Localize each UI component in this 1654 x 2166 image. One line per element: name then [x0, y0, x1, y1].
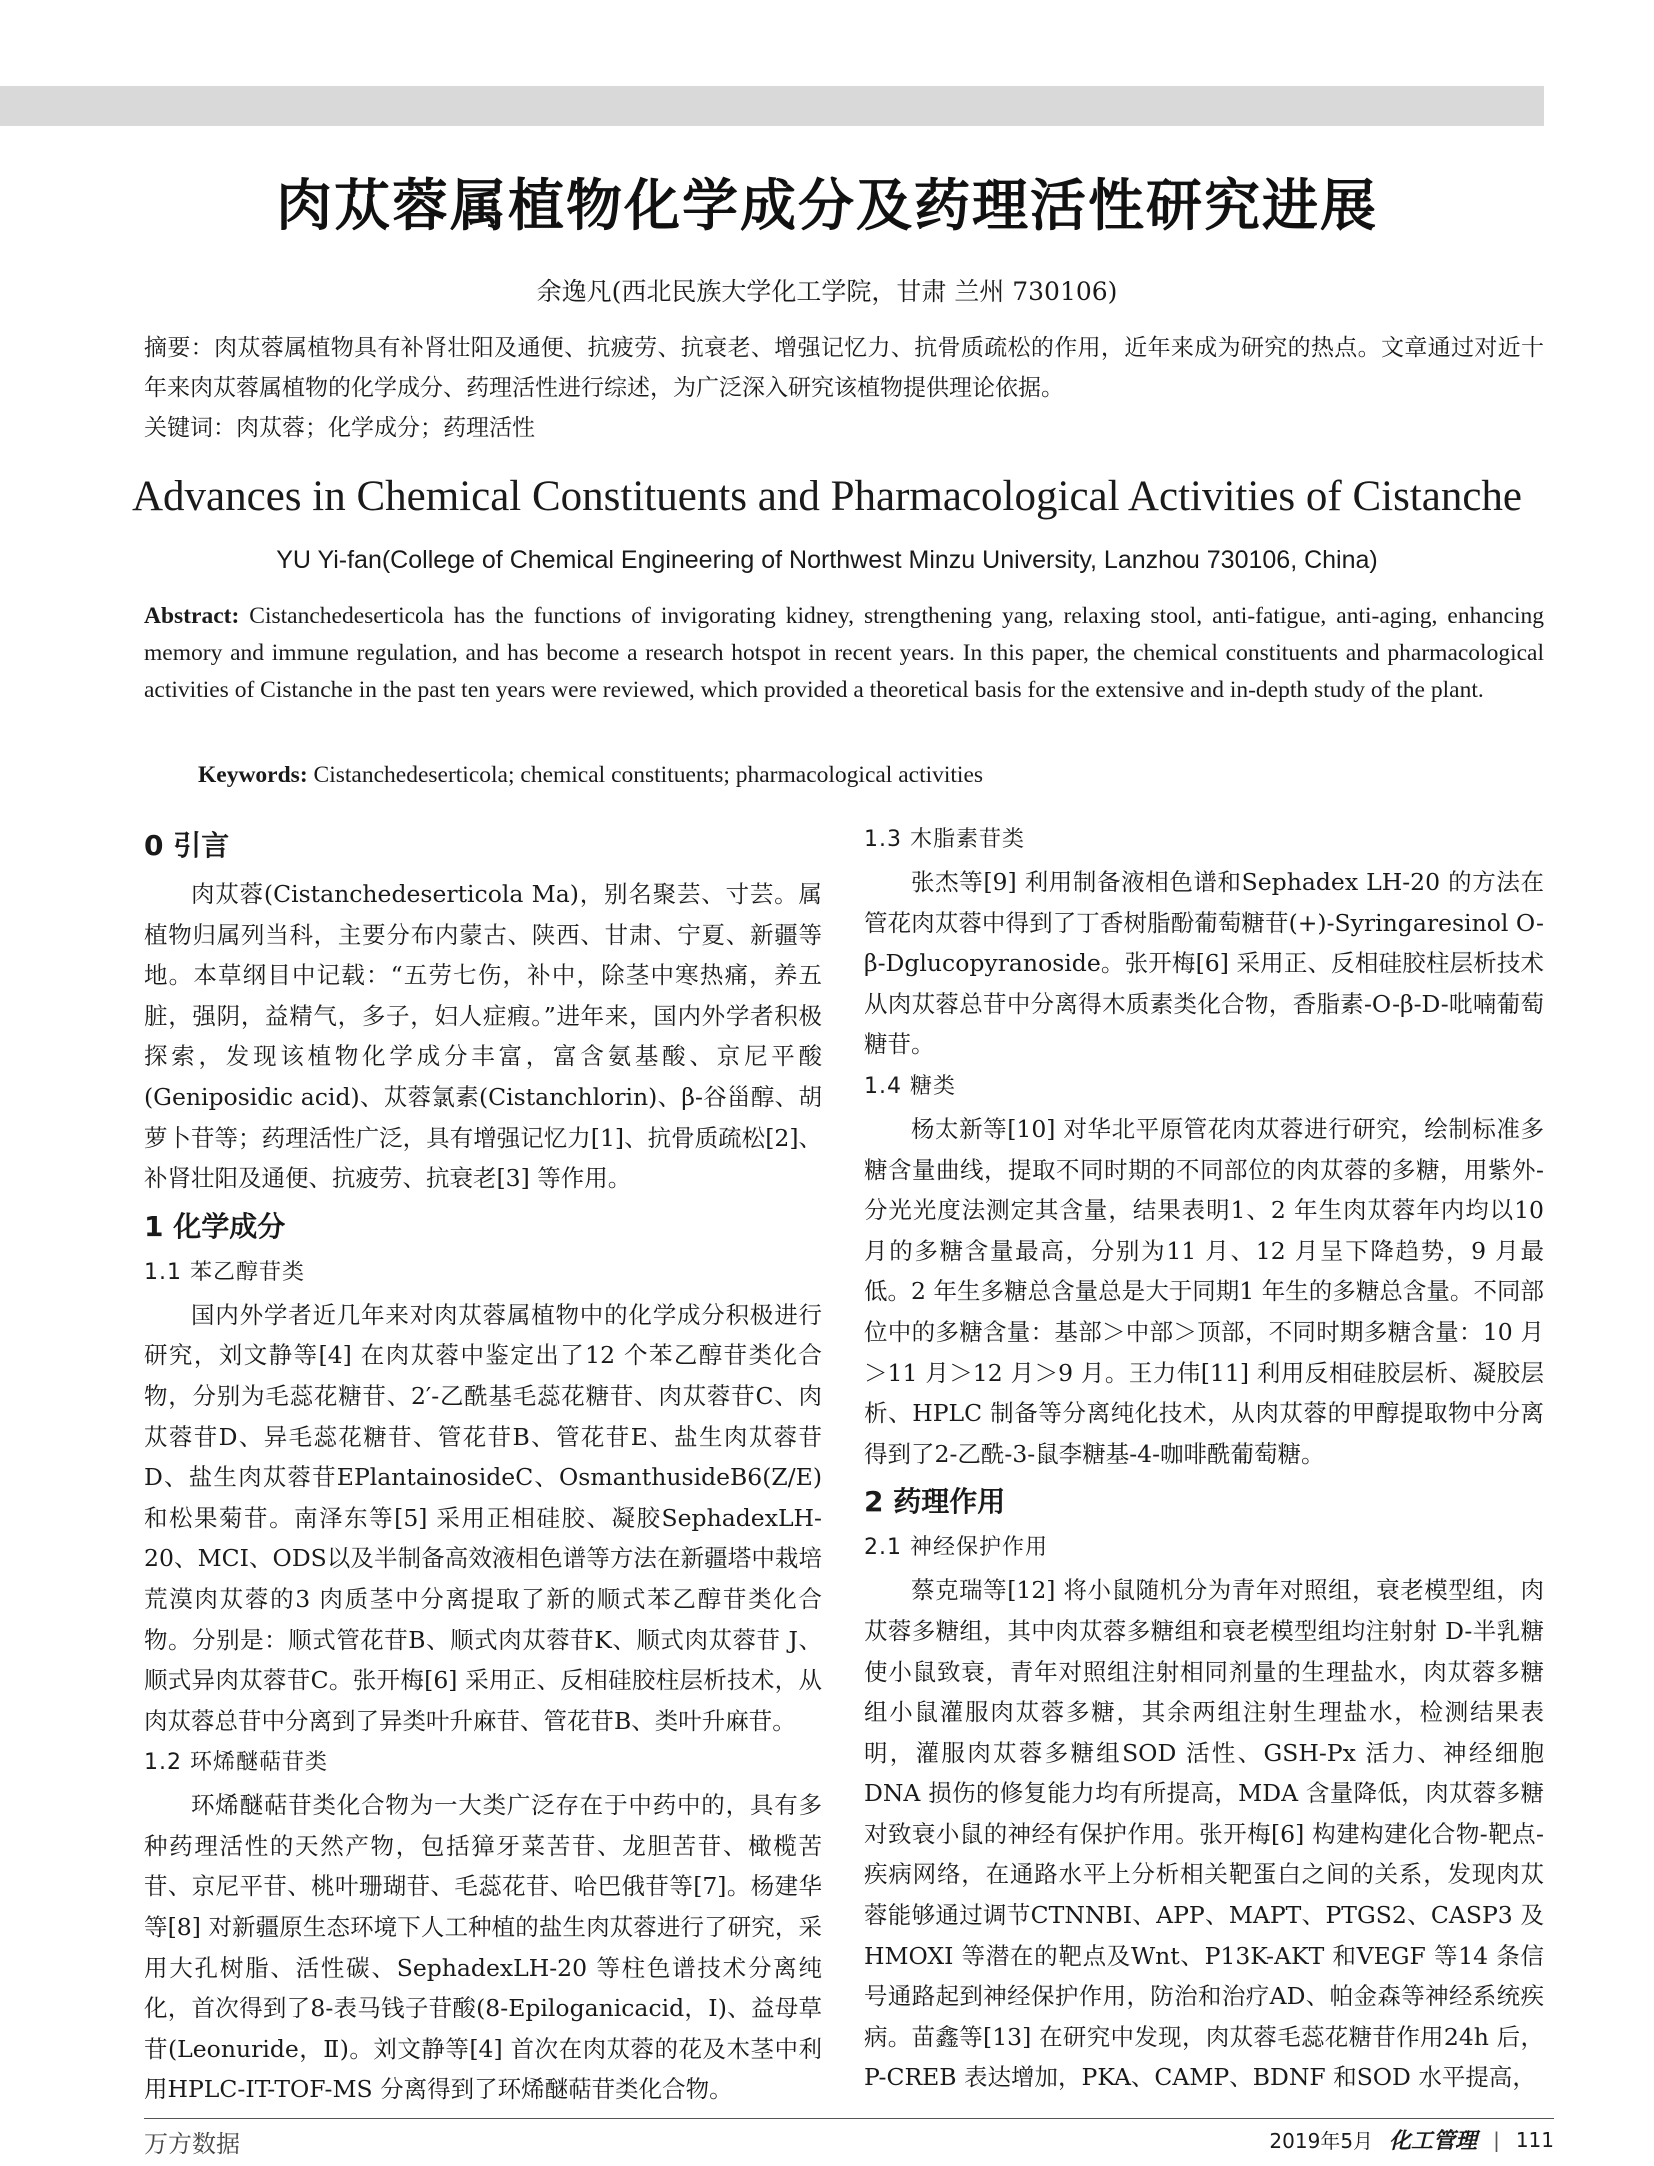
keywords-cn-label: 关键词： [144, 415, 236, 441]
section-2-1-paragraph: 蔡克瑞等[12] 将小鼠随机分为青年对照组，衰老模型组，肉苁蓉多糖组，其中肉苁蓉多糖组和衰老模型组均注射射 D-半乳糖使小鼠致衰，青年对照组注射相同剂量的生理盐水，肉苁蓉多糖组小鼠灌服肉苁蓉多糖，其余两组注射生理盐水，检测结果表明，灌服肉苁蓉多糖组SOD 活性、GSH-Px 活力、神经细胞 DNA 损伤的修复能力均有所提高，MDA 含量降低，肉苁蓉多糖对致衰小鼠的神经有保护作用。张开梅[6] 构建构建化合物-靶点-疾病网络，在通路水平上分析相关靶蛋白之间的关系，发现肉苁蓉能够通过调节CTNNBI、APP、MAPT、PTGS2、CASP3 及HMOXI 等潜在的靶点及Wnt、P13K-AKT 和VEGF 等14 条信号通路起到神经保护作用，防治和治疗AD、帕金森等神经系统疾病。苗鑫等[13] 在研究中发现，肉苁蓉毛蕊花糖苷作用24h 后，P-CREB 表达增加，PKA、CAMP、BDNF 和SOD 水平提高， [864, 1576, 1544, 2092]
footer-source: 万方数据 [144, 2130, 240, 2158]
section-1-4-heading: 1.4 糖类 [864, 1073, 956, 1099]
section-1-1-heading: 1.1 苯乙醇苷类 [144, 1259, 305, 1285]
section-1-heading: 1 化学成分 [144, 1209, 286, 1243]
section-0-heading: 0 引言 [144, 829, 230, 862]
footer-separator: | [1493, 2127, 1500, 2152]
footer-journal-logo: 化工管理 [1389, 2129, 1478, 2154]
abstract-en-label: Abstract: [144, 603, 240, 629]
footer-divider [144, 2118, 1554, 2119]
section-2-heading: 2 药理作用 [864, 1485, 1006, 1519]
abstract-cn-text: 肉苁蓉属植物具有补肾壮阳及通便、抗疲劳、抗衰老、增强记忆力、抗骨质疏松的作用，近年来成为研究的热点。文章通过对近十年来肉苁蓉属植物的化学成分、药理活性进行综述，为广泛深入研究该植物提供理论依据。 [144, 335, 1545, 401]
footer-info [1269, 2124, 1554, 2155]
title-en: Advances in Chemical Constituents and Pharmacological Activities of Cistanche [131, 473, 1523, 520]
author-affiliation-cn: 余逸凡(西北民族大学化工学院，甘肃 兰州 730106) [536, 277, 1118, 306]
abstract-cn-label: 摘要： [144, 335, 215, 361]
keywords-cn-text: 肉苁蓉；化学成分；药理活性 [236, 415, 535, 441]
abstract-en [144, 598, 1544, 709]
page-title: 肉苁蓉属植物化学成分及药理活性研究进展 [276, 174, 1378, 239]
keywords-en-text: Cistanchedeserticola; chemical constituents; pharmacological activities [313, 762, 984, 788]
section-0-paragraph: 肉苁蓉(Cistanchedeserticola Ma)，别名聚芸、寸芸。属植物归属列当科，主要分布内蒙古、陕西、甘肃、宁夏、新疆等地。本草纲目中记载：“五劳七伤，补中，除茎中寒热痛，养五脏，强阴，益精气，多子，妇人症瘕。”进年来，国内外学者积极探索，发现该植物化学成分丰富，富含氨基酸、京尼平酸(Geniposidic acid)、苁蓉氯素(Cistanchlorin)、β-谷甾醇、胡萝卜苷等；药理活性广泛，具有增强记忆力[1]、抗骨质疏松[2]、补肾壮阳及通便、抗疲劳、抗衰老[3] 等作用。 [144, 880, 822, 1193]
author-affiliation-en: YU Yi-fan(College of Chemical Engineering of Northwest Minzu University, Lanzhou 730106, China) [276, 546, 1378, 574]
keywords-en [198, 757, 1498, 793]
right-column [864, 818, 1544, 2098]
section-1-4-paragraph: 杨太新等[10] 对华北平原管花肉苁蓉进行研究，绘制标准多糖含量曲线，提取不同时期的不同部位的肉苁蓉的多糖，用紫外-分光光度法测定其含量，结果表明1、2 年生肉苁蓉年内均以10 月的多糖含量最高，分别为11 月、12 月呈下降趋势，9 月最低。2 年生多糖总含量总是大于同期1 年生的多糖总含量。不同部位中的多糖含量：基部＞中部＞顶部，不同时期多糖含量：10 月＞11 月＞12 月＞9 月。王力伟[11] 利用反相硅胶层析、凝胶层析、HPLC 制备等分离纯化技术，从肉苁蓉的甲醇提取物中分离得到了2-乙酰-3-鼠李糖基-4-咖啡酰葡萄糖。 [864, 1114, 1544, 1468]
keywords-cn [144, 410, 1544, 446]
section-1-1-paragraph: 国内外学者近几年来对肉苁蓉属植物中的化学成分积极进行研究，刘文静等[4] 在肉苁蓉中鉴定出了12 个苯乙醇苷类化合物，分别为毛蕊花糖苷、2′-乙酰基毛蕊花糖苷、肉苁蓉苷C、肉苁蓉苷D、异毛蕊花糖苷、管花苷B、管花苷E、盐生肉苁蓉苷D、盐生肉苁蓉苷EPlantainosideC、OsmanthusideB6(Z/E) 和松果菊苷。南泽东等[5] 采用正相硅胶、凝胶SephadexLH-20、MCI、ODS以及半制备高效液相色谱等方法在新疆塔中栽培荒漠肉苁蓉的3 肉质茎中分离提取了新的顺式苯乙醇苷类化合物。分别是：顺式管花苷B、顺式肉苁蓉苷K、顺式肉苁蓉苷 J、顺式异肉苁蓉苷C。张开梅[6] 采用正、反相硅胶柱层析技术，从肉苁蓉总苷中分离到了异类叶升麻苷、管花苷B、类叶升麻苷。 [144, 1300, 822, 1735]
section-1-3-heading: 1.3 木脂素苷类 [864, 827, 1025, 852]
abstract-en-text: Cistanchedeserticola has the functions of invigorating kidney, strengthening yang, relaxing stool, anti-fatigue, anti-aging, enhancing memory and immune regulation, and has become a research hotspot in recent years. In this paper, the chemical constituents and pharmacological activities of Cistanche in the past ten years were reviewed, which provided a theoretical basis for the extensive and in-depth study of the plant. [144, 603, 1545, 703]
section-2-1-heading: 2.1 神经保护作用 [864, 1535, 1048, 1561]
footer-date: 2019年5月 [1269, 2129, 1374, 2153]
section-1-2-heading: 1.2 环烯醚萜苷类 [144, 1750, 328, 1776]
keywords-en-label: Keywords: [198, 762, 308, 788]
abstract-cn [144, 328, 1544, 408]
left-column [144, 818, 822, 2110]
page-number: 111 [1515, 2127, 1554, 2152]
section-1-2-paragraph: 环烯醚萜苷类化合物为一大类广泛存在于中药中的，具有多种药理活性的天然产物，包括獐牙菜苦苷、龙胆苦苷、橄榄苦苷、京尼平苷、桃叶珊瑚苷、毛蕊花苷、哈巴俄苷等[7]。杨建华等[8] 对新疆原生态环境下人工种植的盐生肉苁蓉进行了研究，采用大孔树脂、活性碳、SephadexLH-20 等柱色谱技术分离纯化，首次得到了8-表马钱子苷酸(8-Epiloganicacid，Ⅰ)、益母草苷(Leonuride，Ⅱ)。刘文静等[4] 首次在肉苁蓉的花及木茎中利用HPLC-IT-TOF-MS 分离得到了环烯醚萜苷类化合物。 [144, 1791, 822, 2104]
section-1-3-paragraph: 张杰等[9] 利用制备液相色谱和Sephadex LH-20 的方法在管花肉苁蓉中得到了丁香树脂酚葡萄糖苷(+)-Syringaresinol O-β-Dglucopyranoside。张开梅[6] 采用正、反相硅胶柱层析技术从肉苁蓉总苷中分离得木质素类化合物，香脂素-O-β-D-吡喃葡萄糖苷。 [864, 868, 1544, 1059]
header-band [0, 86, 1544, 126]
